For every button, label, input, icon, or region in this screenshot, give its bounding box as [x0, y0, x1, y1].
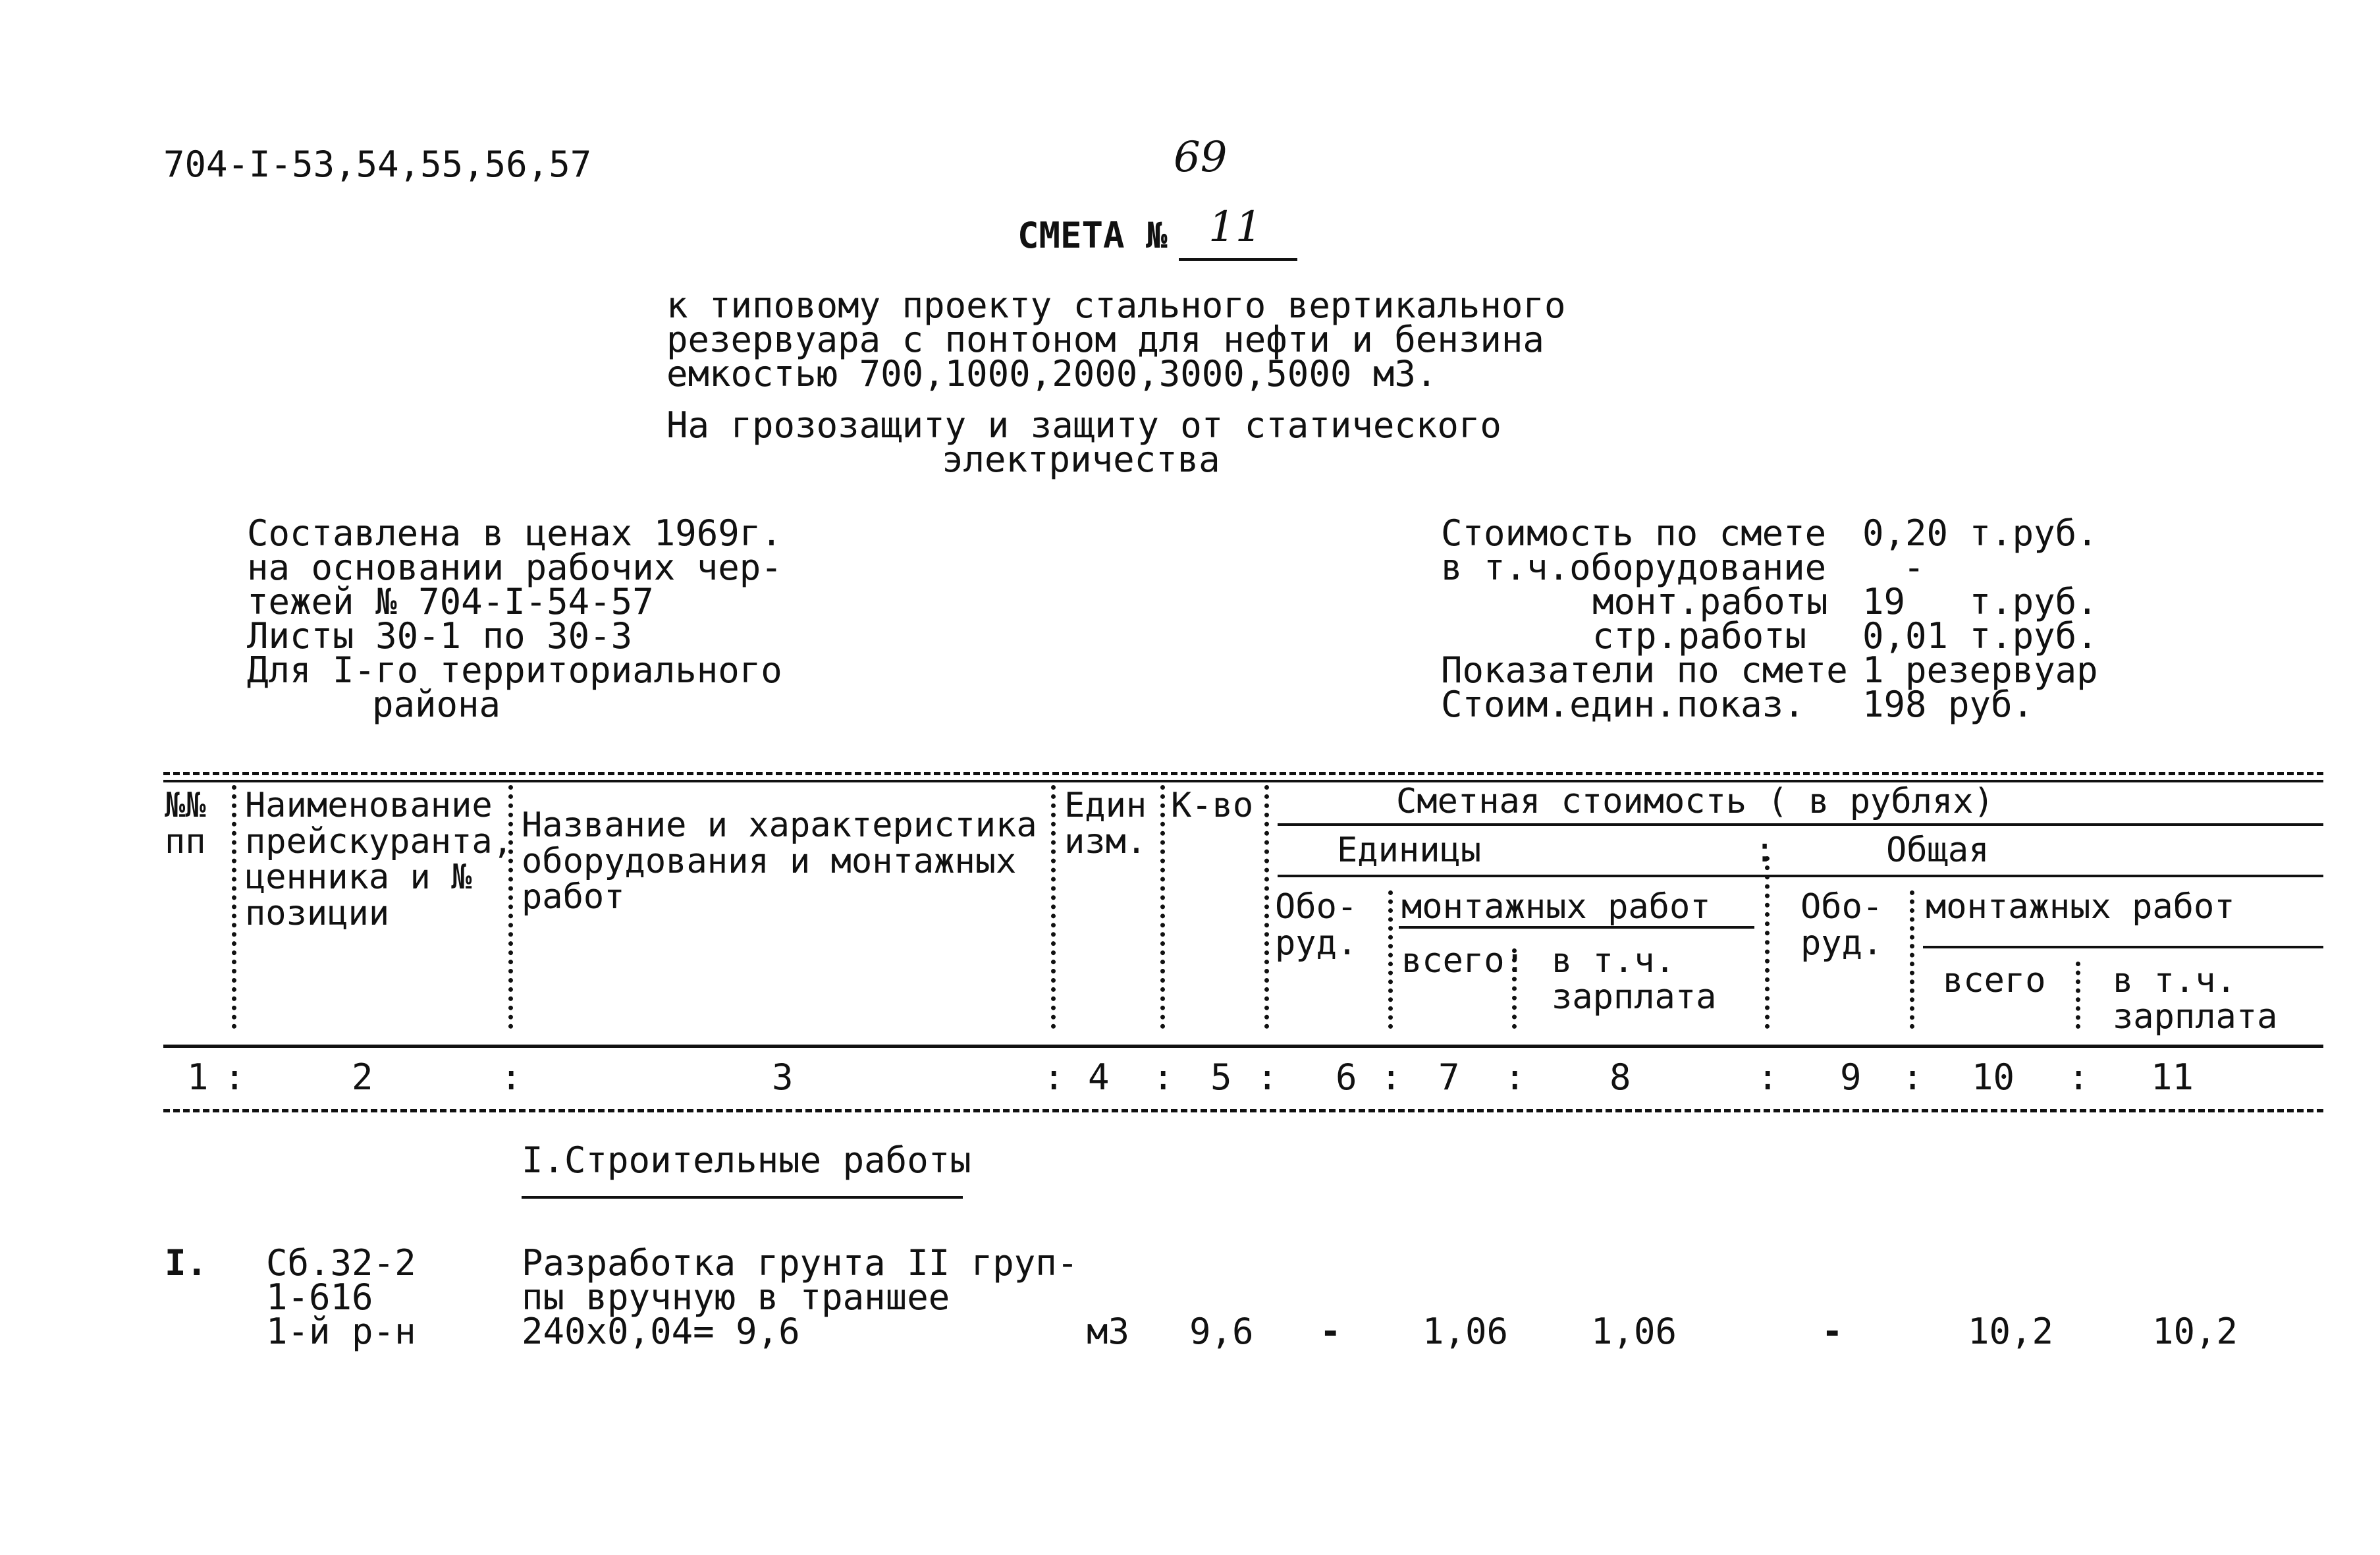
col-sep-5 [1264, 785, 1269, 1029]
colnum-bottom-rule [163, 1109, 2323, 1112]
col-sep-6 [1388, 890, 1393, 1029]
col3-header: Название и характеристика оборудования и монтажных работ [522, 805, 1037, 917]
colnum-sep-g: : [1504, 1056, 1526, 1098]
row-install-total-wages: 10,2 [2152, 1311, 2238, 1352]
construction-label: стр.работы [1592, 615, 1807, 657]
row-unit: м3 [1087, 1311, 1130, 1352]
row-install-unit-total: 1,06 [1422, 1311, 1509, 1352]
incl-wages2-header: в т.ч. зарплата [2113, 961, 2278, 1037]
section-title-underline [522, 1196, 963, 1199]
total-sub2-header: всего [1943, 961, 2046, 1000]
indicators-value: 1 резервуар [1862, 649, 2098, 691]
left-info-line-6: района [372, 684, 501, 725]
col-sep-8 [1765, 856, 1770, 1029]
colnum-sep-f: : [1380, 1056, 1402, 1098]
subject-line-2: резервуара с понтоном для нефти и бензина [666, 319, 1544, 360]
row-desc-line-1: Разработка грунта II груп- [522, 1242, 1079, 1284]
left-info-line-3: тежей № 704-I-54-57 [247, 581, 654, 622]
colnum-10: 10 [1972, 1056, 2015, 1098]
unit-total-separator: : [1754, 831, 1775, 870]
colnum-9: 9 [1840, 1056, 1862, 1098]
col2-header: Наименование прейскуранта, ценника и № позиции [245, 786, 513, 933]
left-info-line-2: на основании рабочих чер- [247, 547, 782, 588]
total-sub-header: всего: [1401, 941, 1525, 981]
colnum-sep-e: : [1257, 1056, 1278, 1098]
row-qty: 9,6 [1189, 1311, 1254, 1352]
indicators-label: Показатели по смете [1441, 649, 1848, 691]
colnum-sep-j: : [2068, 1056, 2090, 1098]
unit-group-header: Единицы [1337, 831, 1482, 870]
col4-header: Един изм. [1064, 786, 1147, 861]
colnum-7: 7 [1438, 1056, 1460, 1098]
subject-line-3: емкостью 700,1000,2000,3000,5000 м3. [666, 353, 1438, 395]
equipment-label: в т.ч.оборудование [1441, 547, 1827, 588]
col-sep-10 [2076, 962, 2080, 1029]
colnum-sep-b: : [500, 1056, 522, 1098]
incl-wages-header: в т.ч. зарплата [1552, 941, 1717, 1017]
subject-line-5: электричества [942, 439, 1220, 480]
col-sep-4 [1160, 785, 1165, 1029]
estimate-title: СМЕТА № [1017, 215, 1168, 256]
colnum-1: 1 [187, 1056, 209, 1098]
colnum-6: 6 [1336, 1056, 1357, 1098]
col-sep-1 [232, 785, 236, 1029]
left-info-line-1: Составлена в ценах 1969г. [247, 512, 782, 554]
colnum-sep-i: : [1902, 1056, 1924, 1098]
unit-cost-value: 198 руб. [1862, 684, 2034, 725]
install-total-rule [1923, 946, 2323, 948]
cost-header-rule [1278, 823, 2323, 826]
construction-value: 0,01 т.руб. [1862, 615, 2098, 657]
document-code: 704-I-53,54,55,56,57 [163, 144, 592, 185]
install-unit-rule [1399, 926, 1754, 929]
row-ref-line-1: Сб.32-2 [266, 1242, 416, 1284]
colnum-sep-d: : [1152, 1056, 1174, 1098]
row-desc-line-3: 240х0,04= 9,6 [522, 1311, 800, 1352]
total-group-header: Общая [1886, 831, 1989, 870]
row-number: I. [165, 1242, 208, 1284]
row-equip-unit: - [1320, 1311, 1341, 1352]
table-top-border-2 [163, 780, 2323, 782]
row-equip-total: - [1822, 1311, 1843, 1352]
subject-line-4: На грозозащиту и защиту от статического [666, 404, 1501, 446]
estimate-number: 11 [1208, 203, 1262, 252]
install-value: 19 т.руб. [1862, 581, 2098, 622]
colnum-sep-c: : [1043, 1056, 1065, 1098]
row-ref-line-2: 1-616 [266, 1276, 373, 1318]
table-top-border [163, 772, 2323, 775]
cost-value: 0,20 т.руб. [1862, 512, 2098, 554]
colnum-8: 8 [1609, 1056, 1631, 1098]
left-info-line-5: Для I-го территориального [247, 649, 782, 691]
equip-total-header: Обо- руд. [1800, 887, 1883, 963]
install-total-header: монтажных работ [1926, 887, 2235, 927]
left-info-line-4: Листы 30-1 по 30-3 [247, 615, 633, 657]
colnum-5: 5 [1210, 1056, 1232, 1098]
colnum-sep-h: : [1757, 1056, 1779, 1098]
col-sep-9 [1910, 890, 1914, 1029]
colnum-2: 2 [352, 1056, 373, 1098]
col1-header: №№ пп [165, 786, 206, 861]
row-ref-line-3: 1-й р-н [266, 1311, 416, 1352]
cost-label: Стоимость по смете [1441, 512, 1827, 554]
group-header-rule [1278, 875, 2323, 877]
colnum-4: 4 [1088, 1056, 1110, 1098]
row-install-unit-wages: 1,06 [1591, 1311, 1677, 1352]
equipment-value: - [1903, 547, 1925, 588]
colnum-11: 11 [2151, 1056, 2194, 1098]
install-label: монт.работы [1592, 581, 1828, 622]
install-unit-header: монтажных работ [1401, 887, 1711, 927]
section-title: I.Строительные работы [522, 1139, 971, 1181]
page-number: 69 [1174, 133, 1228, 182]
colnum-3: 3 [772, 1056, 794, 1098]
col5-header: К-во [1171, 786, 1254, 825]
estimated-cost-header: Сметная стоимость ( в рублях) [1396, 782, 1994, 821]
row-desc-line-2: пы вручную в траншее [522, 1276, 950, 1318]
col-sep-3 [1051, 785, 1056, 1029]
equip-unit-header: Обо- руд. [1275, 887, 1358, 963]
estimate-number-underline [1179, 258, 1297, 261]
colnum-top-rule [163, 1045, 2323, 1048]
unit-cost-label: Стоим.един.показ. [1441, 684, 1805, 725]
colnum-sep-a: : [224, 1056, 246, 1098]
row-install-total: 10,2 [1968, 1311, 2054, 1352]
subject-line-1: к типовому проекту стального вертикального [666, 285, 1566, 326]
